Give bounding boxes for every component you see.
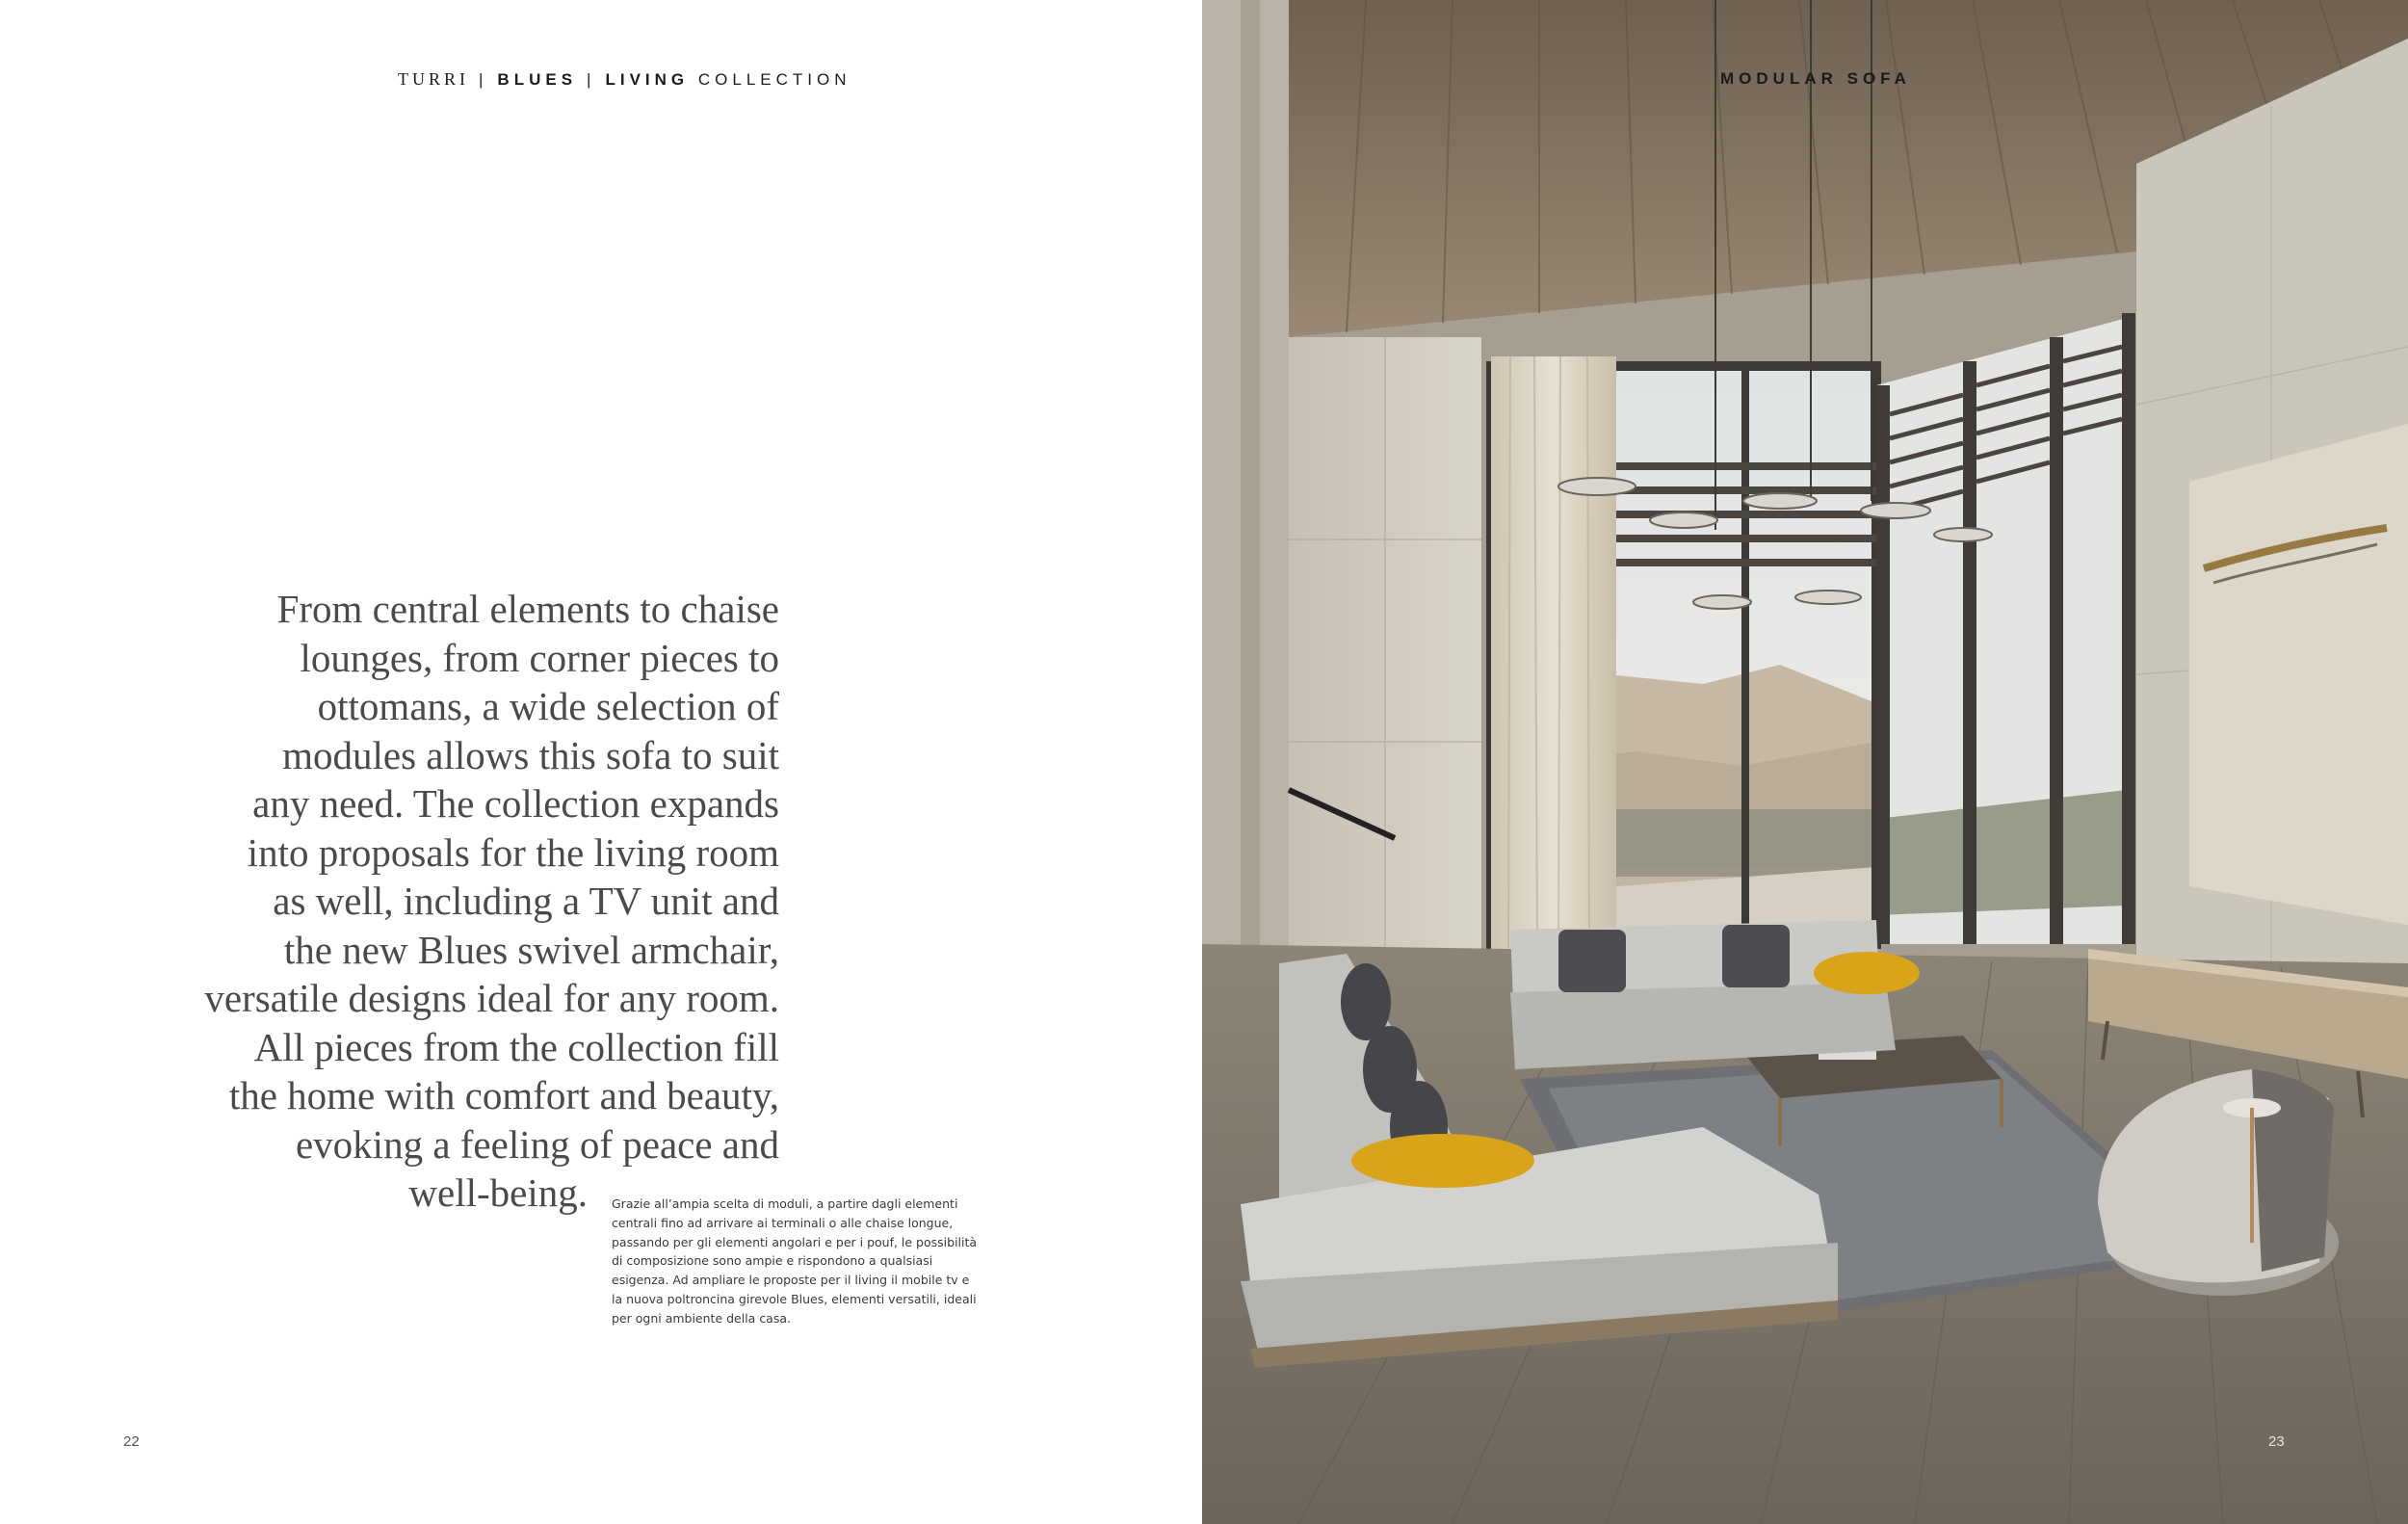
left-page — [0, 0, 1202, 1524]
section-name: LIVING — [605, 70, 690, 89]
intro-line: the home with comfort and beauty, — [228, 1073, 779, 1117]
intro-line: the new Blues swivel armchair, — [283, 927, 779, 972]
intro-line: All pieces from the collection fill — [253, 1024, 779, 1069]
italian-line: Grazie all’ampia scelta di moduli, a partire dagli elementi — [612, 1196, 958, 1211]
page-number-right: 23 — [2268, 1433, 2285, 1450]
intro-line: evoking a feeling of peace and — [295, 1121, 779, 1167]
living-room-photo — [1202, 0, 2408, 1524]
brand-name: TURRI — [398, 69, 469, 89]
header-separator: | — [479, 70, 488, 89]
series-name: BLUES — [497, 70, 578, 89]
intro-line: From central elements to chaise — [276, 587, 779, 631]
italian-line: centrali fino ad arrivare ai terminali o alle chaise longue, — [612, 1215, 954, 1230]
running-header-right: MODULAR SOFA — [1720, 69, 1911, 88]
italian-line: la nuova poltroncina girevole Blues, elementi versatili, ideali — [612, 1291, 977, 1306]
intro-line: into proposals for the living room — [247, 829, 779, 875]
intro-line: any need. The collection expands — [252, 781, 779, 826]
italian-line: esigenza. Ad ampliare le proposte per il living il mobile tv e — [612, 1273, 970, 1288]
italian-line: di composizione sono ampie e rispondono a qualsiasi — [612, 1253, 933, 1269]
header-separator: | — [587, 70, 596, 89]
intro-line: as well, including a TV unit and — [273, 879, 779, 923]
page-number-left: 22 — [123, 1433, 140, 1450]
intro-line: modules allows this sofa to suit — [282, 732, 779, 777]
intro-paragraph — [193, 585, 779, 1218]
intro-line: versatile designs ideal for any room. — [204, 976, 779, 1020]
right-page — [1202, 0, 2408, 1524]
italian-line: per ogni ambiente della casa. — [612, 1310, 791, 1326]
running-header-left — [398, 69, 851, 90]
italian-line: passando per gli elementi angolari e per i pouf, le possibilità — [612, 1234, 978, 1249]
intro-line: ottomans, a wide selection of — [317, 684, 779, 728]
intro-line: well-being. — [408, 1170, 588, 1215]
collection-label: COLLECTION — [697, 70, 851, 89]
italian-paragraph — [612, 1195, 1016, 1328]
intro-line: lounges, from corner pieces to — [300, 635, 779, 680]
